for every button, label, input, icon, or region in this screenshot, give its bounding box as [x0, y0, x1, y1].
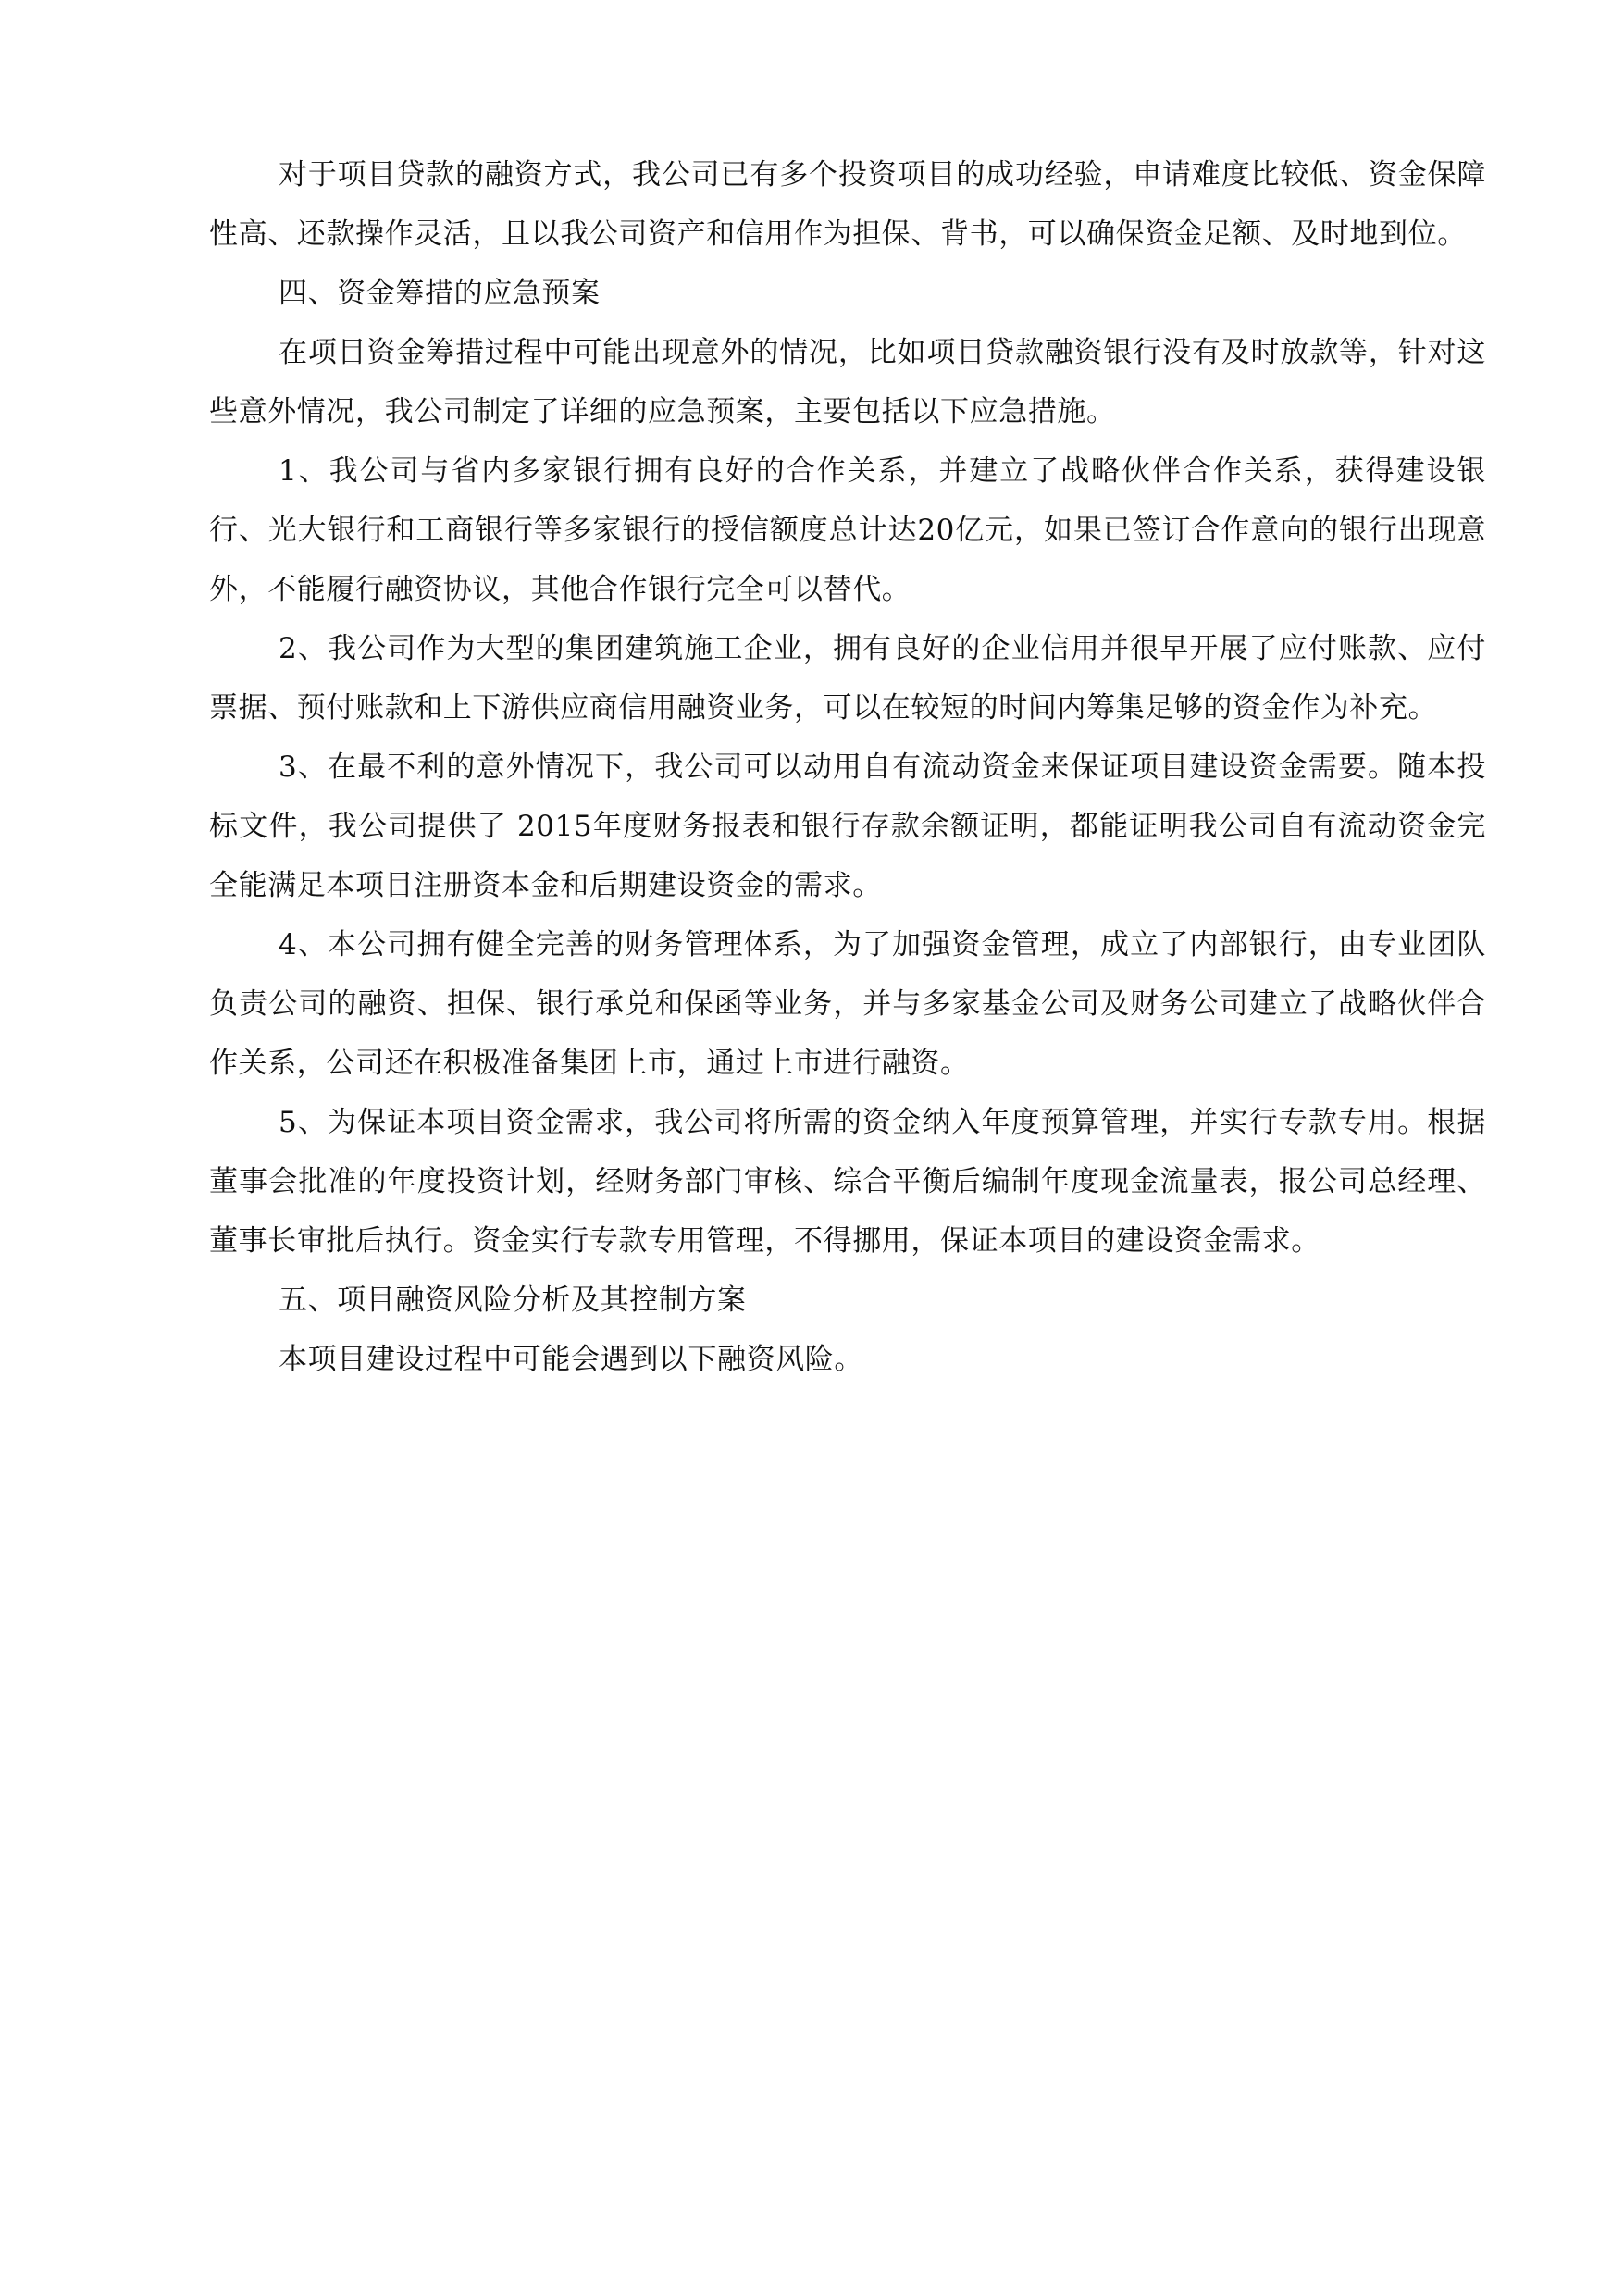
paragraph-measure-5: 5、为保证本项目资金需求，我公司将所需的资金纳入年度预算管理，并实行专款专用。根据董事会批准的年度投资计划，经财务部门审核、综合平衡后编制年度现金流量表，报公司总经理、董事长审批后执行。资金实行专款专用管理，不得挪用，保证本项目的建设资金需求。 — [209, 1106, 1486, 1258]
paragraph-risk-intro: 本项目建设过程中可能会遇到以下融资风险。 — [279, 1343, 863, 1376]
paragraph-measure-4: 4、本公司拥有健全完善的财务管理体系，为了加强资金管理，成立了内部银行，由专业团队负责公司的融资、担保、银行承兑和保函等业务，并与多家基金公司及财务公司建立了战略伙伴合作关系，公司还在积极准备集团上市，通过上市进行融资。 — [209, 928, 1486, 1080]
paragraph-measure-2: 2、我公司作为大型的集团建筑施工企业，拥有良好的企业信用并很早开展了应付账款、应付票据、预付账款和上下游供应商信用融资业务，可以在较短的时间内筹集足够的资金作为补充。 — [209, 632, 1486, 725]
section-heading-risk-analysis: 五、项目融资风险分析及其控制方案 — [279, 1284, 747, 1317]
paragraph-measure-1: 1、我公司与省内多家银行拥有良好的合作关系，并建立了战略伙伴合作关系，获得建设银行、光大银行和工商银行等多家银行的授信额度总计达20亿元，如果已签订合作意向的银行出现意外，不能履行融资协议，其他合作银行完全可以替代。 — [209, 454, 1486, 606]
paragraph-loan-financing: 对于项目贷款的融资方式，我公司已有多个投资项目的成功经验，申请难度比较低、资金保障性高、还款操作灵活，且以我公司资产和信用作为担保、背书，可以确保资金足额、及时地到位。 — [209, 158, 1486, 251]
document-body — [209, 145, 1486, 1389]
paragraph-contingency-intro: 在项目资金筹措过程中可能出现意外的情况，比如项目贷款融资银行没有及时放款等，针对这些意外情况，我公司制定了详细的应急预案，主要包括以下应急措施。 — [209, 336, 1486, 428]
section-heading-contingency-plan: 四、资金筹措的应急预案 — [279, 277, 601, 310]
paragraph-measure-3: 3、在最不利的意外情况下，我公司可以动用自有流动资金来保证项目建设资金需要。随本投标文件，我公司提供了 2015年度财务报表和银行存款余额证明，都能证明我公司自有流动资金完全能满足本项目注册资本金和后期建设资金的需求。 — [209, 751, 1486, 902]
